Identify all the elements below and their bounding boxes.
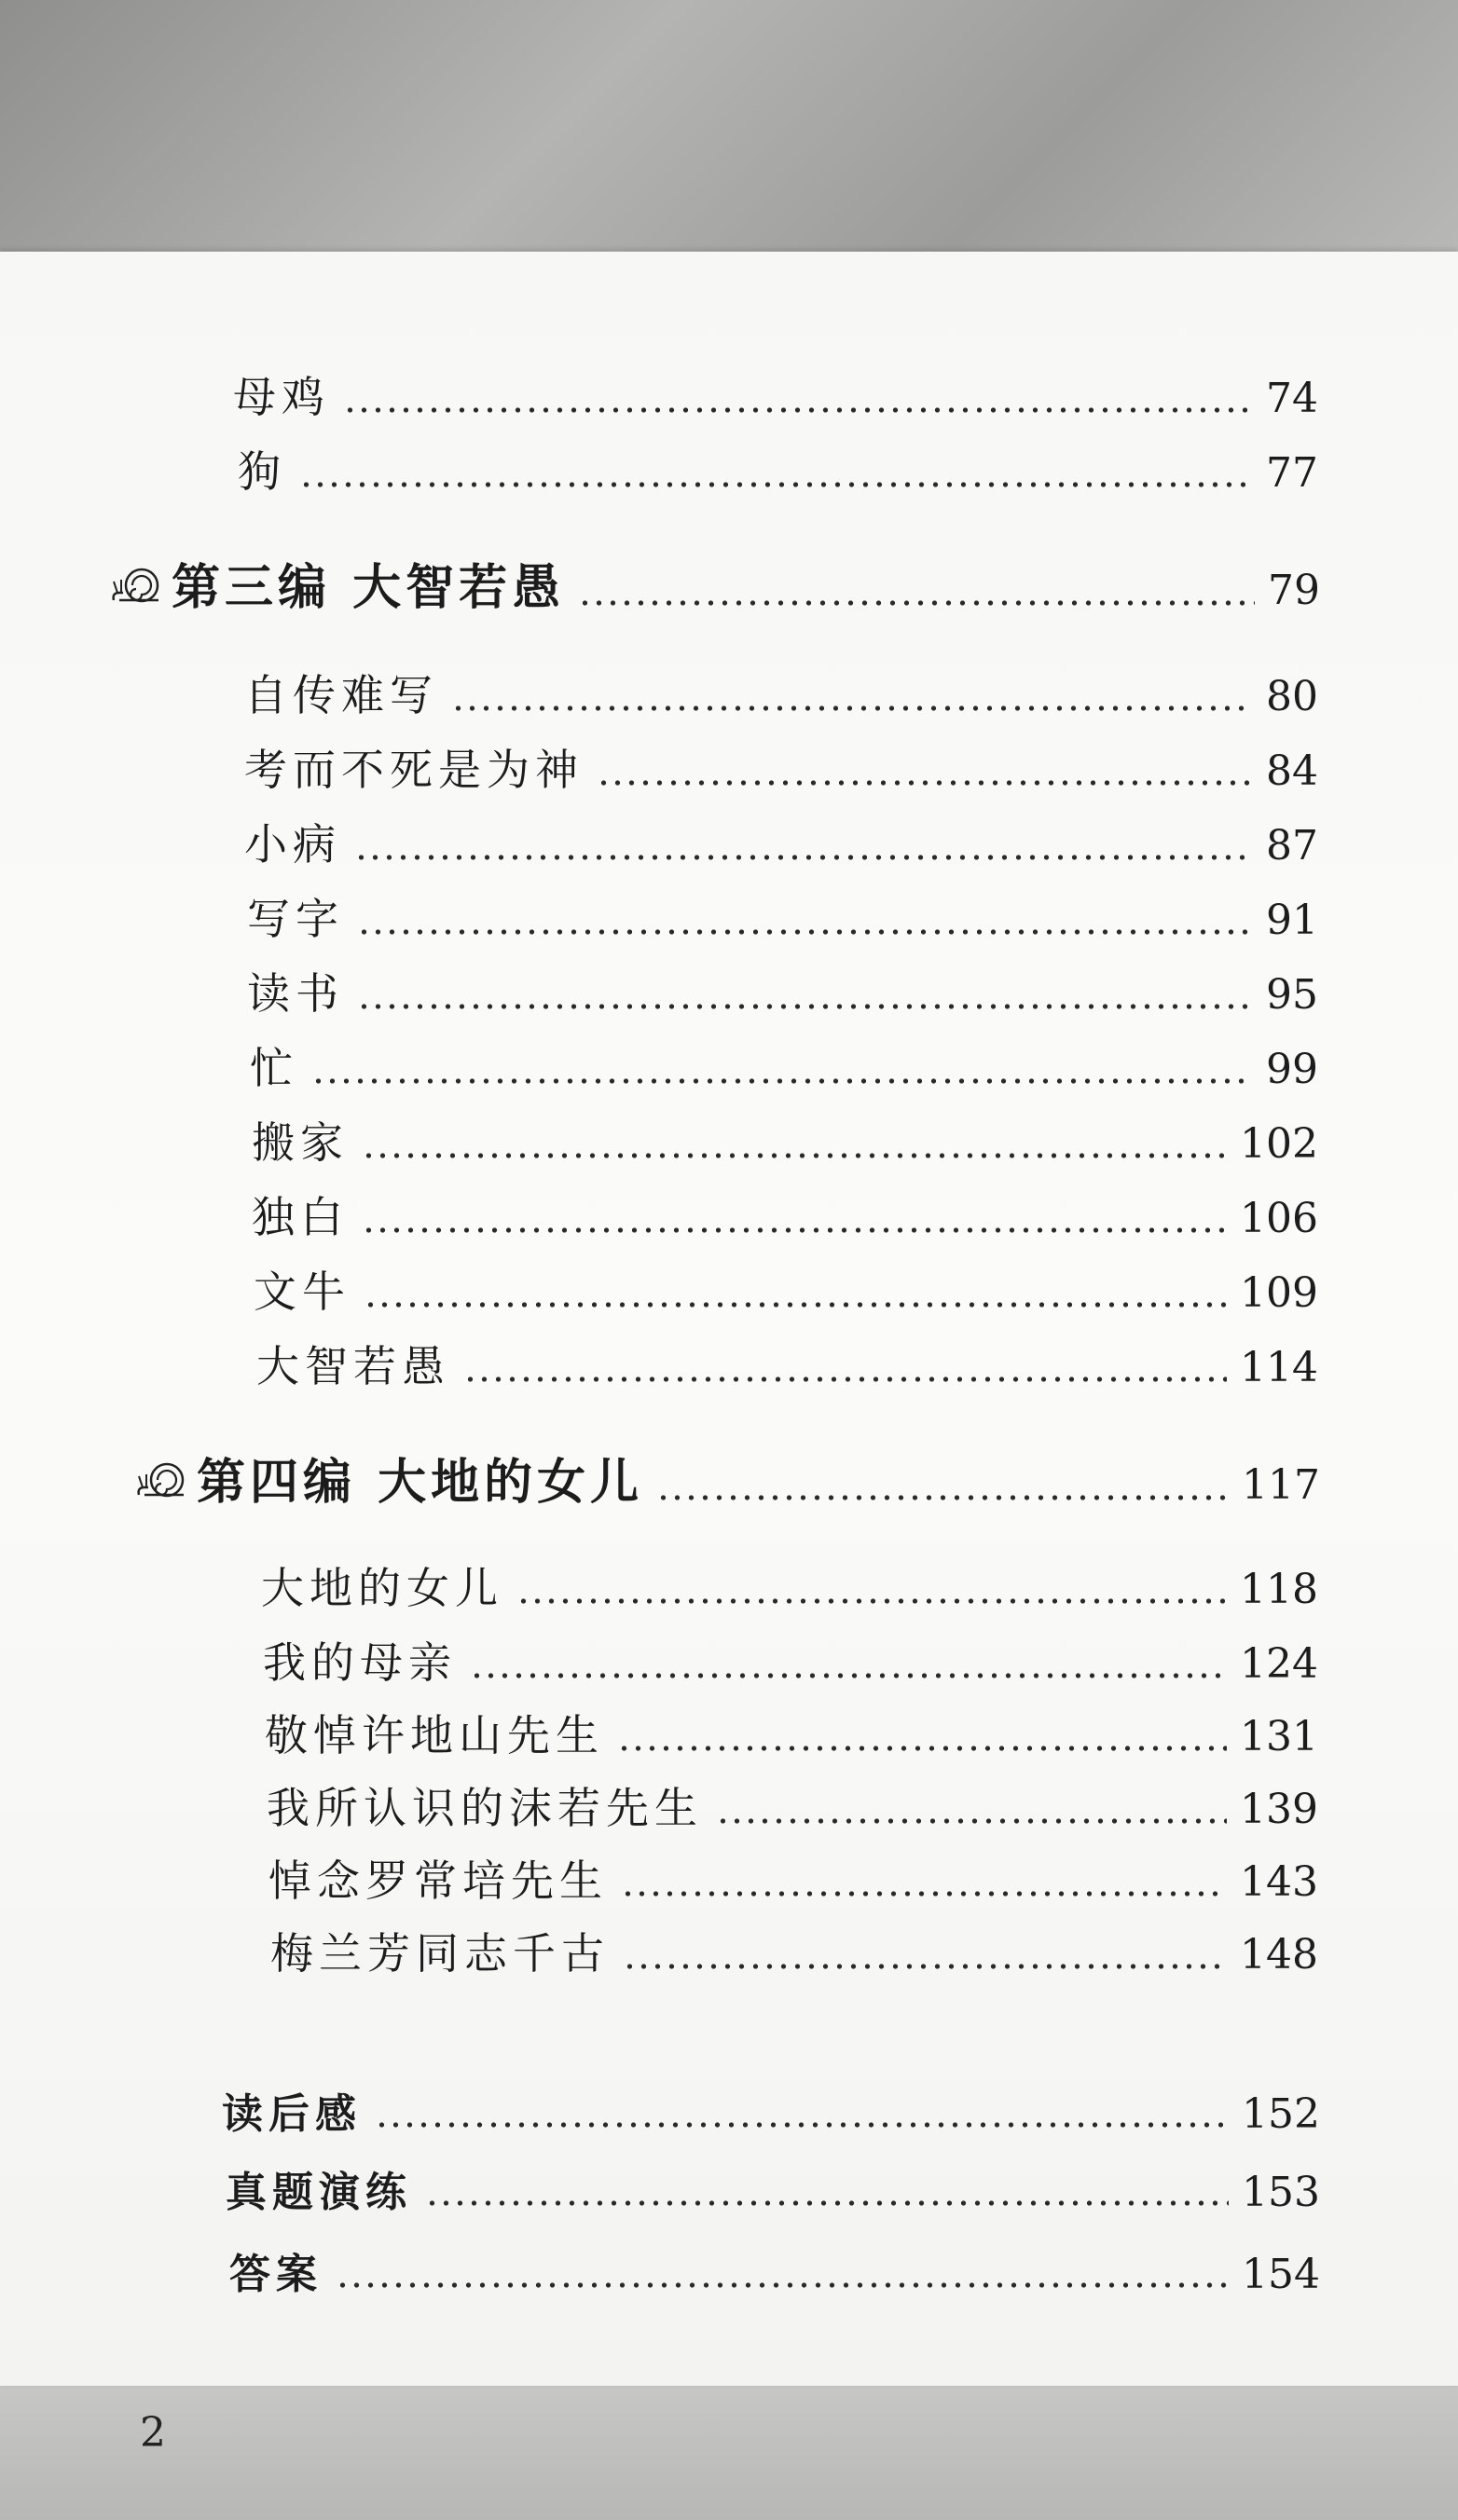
dot-leader (463, 1376, 1227, 1383)
dot-leader (311, 1077, 1253, 1085)
toc-entry-title: 文牛 (254, 1267, 351, 1317)
dot-leader (362, 1152, 1227, 1159)
toc-entry-page: 95 (1266, 971, 1318, 1019)
toc-entry-page: 109 (1240, 1269, 1318, 1317)
toc-entry-page: 139 (1240, 1786, 1318, 1833)
dot-leader (336, 2281, 1229, 2289)
toc-entry-title: 狗 (238, 446, 286, 497)
dot-leader (375, 2121, 1229, 2129)
dot-leader (623, 1963, 1227, 1970)
dot-leader (656, 1494, 1229, 1501)
toc-entry (254, 1258, 1318, 1320)
toc-entry (256, 1333, 1318, 1394)
background-top (0, 0, 1458, 252)
toc-entry-title: 大智若愚 (256, 1341, 450, 1391)
toc-entry-title: 写字 (247, 894, 344, 944)
dot-leader (343, 406, 1253, 414)
toc-entry-title: 搬家 (252, 1117, 349, 1168)
toc-entry-title: 读后感 (222, 2090, 362, 2138)
toc-section-heading (110, 548, 1320, 618)
toc-entry-page: 148 (1240, 1931, 1318, 1979)
toc-entry (247, 885, 1318, 947)
toc-section-page: 79 (1268, 567, 1320, 614)
toc-entry (233, 363, 1318, 425)
toc-section-heading (135, 1443, 1320, 1513)
toc-entry (226, 2158, 1320, 2218)
toc-entry-title: 答案 (229, 2251, 323, 2298)
toc-entry-title: 自传难写 (244, 670, 438, 720)
snail-icon (110, 561, 164, 606)
toc-entry (229, 2240, 1320, 2300)
dot-leader (299, 481, 1253, 488)
toc-section-title: 第四编 大地的女儿 (197, 1455, 644, 1511)
dot-leader (516, 1597, 1227, 1605)
dot-leader (364, 1301, 1227, 1308)
toc-entry (252, 1109, 1318, 1171)
dot-leader (716, 1817, 1227, 1825)
toc-entry (267, 1774, 1318, 1836)
dot-leader (357, 928, 1253, 936)
toc-entry-page: 153 (1242, 2169, 1320, 2216)
toc-entry-title: 悼念罗常培先生 (268, 1856, 608, 1906)
background-bottom (0, 2367, 1458, 2520)
snail-icon (135, 1456, 189, 1500)
dot-leader (362, 1226, 1227, 1234)
dot-leader (470, 1672, 1227, 1679)
toc-entry-title: 我的母亲 (263, 1637, 457, 1688)
toc-entry-title: 忙 (250, 1043, 298, 1093)
toc-entry-title: 独白 (252, 1192, 349, 1242)
toc-entry-page: 154 (1242, 2251, 1320, 2298)
toc-entry (244, 736, 1318, 798)
dot-leader (621, 1890, 1227, 1897)
toc-entry-page: 77 (1266, 449, 1318, 497)
toc-section-title: 第三编 大智若愚 (172, 560, 566, 616)
dot-leader (425, 2199, 1229, 2207)
toc-entry-page: 131 (1240, 1713, 1318, 1760)
toc-entry (238, 438, 1318, 500)
toc-entry-page: 102 (1240, 1120, 1318, 1168)
toc-entry (265, 1702, 1318, 1763)
toc-entry-title: 梅兰芳同志千古 (270, 1928, 610, 1979)
toc-entry-page: 118 (1240, 1566, 1318, 1613)
toc-entry-title: 考而不死是为神 (244, 745, 584, 795)
toc-entry-title: 母鸡 (233, 372, 330, 422)
book-page (0, 252, 1458, 2386)
dot-leader (617, 1745, 1227, 1752)
toc-entry (244, 811, 1318, 872)
dot-leader (354, 854, 1253, 861)
dot-leader (597, 779, 1253, 787)
toc-entry (250, 1034, 1318, 1096)
toc-entry-page: 114 (1240, 1344, 1318, 1391)
dot-leader (451, 705, 1253, 712)
page-number: 2 (140, 2409, 166, 2457)
toc-entry-page: 99 (1266, 1046, 1318, 1093)
toc-entry (263, 1629, 1318, 1691)
toc-entry-title: 小病 (244, 819, 341, 870)
toc-entry-page: 84 (1266, 747, 1318, 795)
toc-section-page: 117 (1242, 1461, 1320, 1509)
toc-entry-page: 80 (1266, 673, 1318, 720)
toc-entry-title: 真题演练 (226, 2169, 412, 2216)
toc-entry (268, 1847, 1318, 1909)
toc-entry-page: 143 (1240, 1858, 1318, 1906)
dot-leader (357, 1003, 1253, 1010)
toc-entry (247, 960, 1318, 1021)
toc-entry (222, 2080, 1320, 2140)
toc-entry-page: 106 (1240, 1195, 1318, 1242)
dot-leader (578, 599, 1255, 607)
toc-entry-title: 我所认识的沫若先生 (267, 1783, 703, 1833)
toc-entry-page: 87 (1266, 822, 1318, 870)
toc-entry-page: 91 (1266, 897, 1318, 944)
toc-entry-page: 74 (1266, 375, 1318, 422)
toc-entry-page: 152 (1242, 2090, 1320, 2138)
toc-entry-title: 敬悼许地山先生 (265, 1710, 604, 1760)
toc-entry (261, 1554, 1318, 1616)
toc-entry (244, 662, 1318, 723)
toc-entry (270, 1920, 1318, 1981)
toc-entry-page: 124 (1240, 1640, 1318, 1688)
toc-entry-title: 大地的女儿 (261, 1563, 503, 1613)
toc-entry (252, 1184, 1318, 1245)
toc-entry-title: 读书 (247, 968, 344, 1019)
